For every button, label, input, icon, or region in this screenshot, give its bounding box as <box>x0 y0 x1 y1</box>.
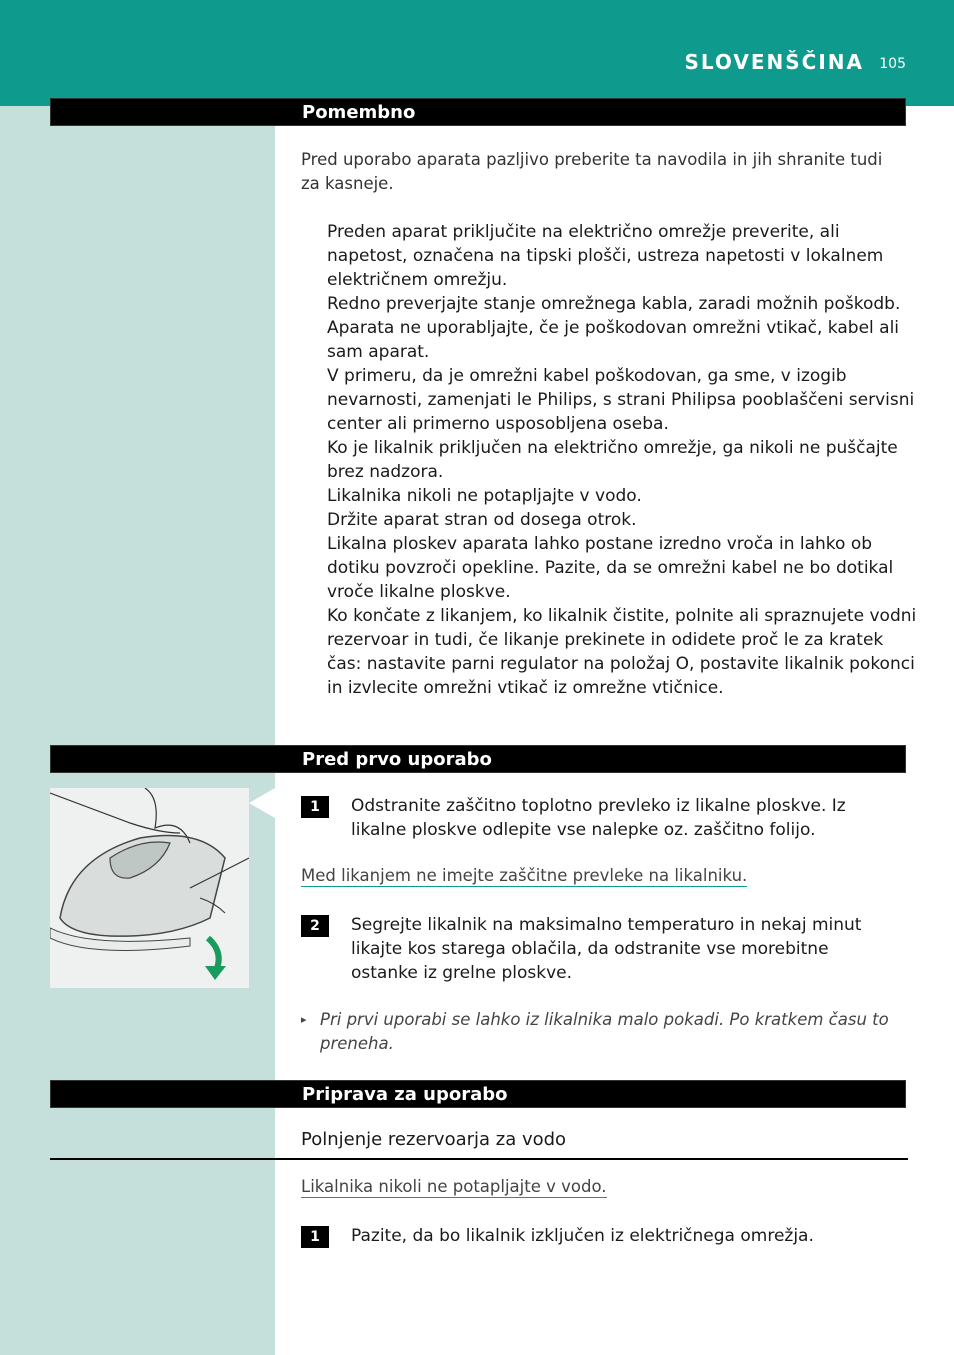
language-label: SLOVENŠČINA <box>684 50 864 74</box>
warning-item: Preden aparat priključite na električno omrežje preverite, ali napetost, označena na tipski plošči, ustreza napetosti v lokalnem električnem omrežju. <box>327 222 884 290</box>
bullet-arrow-icon: ▸ <box>301 1013 307 1026</box>
intro-paragraph: Pred uporabo aparata pazljivo preberite ta navodila in jih shranite tudi za kasneje. <box>301 150 883 193</box>
warnings-list <box>327 220 917 700</box>
warning-item: Ko končate z likanjem, ko likalnik čistite, polnite ali spraznujete vodni rezervoar in tudi, če likanje prekinete in odidete proč le za kratek čas: nastavite parni regulator na položaj O, postavite likalnik pokonci in izvlecite omrežni vtikač iz omrežne vtičnice. <box>327 606 917 698</box>
section-header-before-first-use <box>50 745 906 773</box>
left-margin-strip <box>0 106 275 1355</box>
page-number: 105 <box>879 56 906 72</box>
step-number: 1 <box>301 1226 329 1248</box>
step-number: 2 <box>301 915 329 937</box>
divider <box>50 1158 908 1160</box>
note <box>301 1008 891 1056</box>
warning-item: Likalnika nikoli ne potapljajte v vodo. <box>327 486 642 506</box>
warning-item: Redno preverjajte stanje omrežnega kabla, zaradi možnih poškodb. <box>327 294 901 314</box>
warning-item: Ko je likalnik priključen na električno omrežje, ga nikoli ne puščajte brez nadzora. <box>327 438 898 482</box>
warning-item: Aparata ne uporabljajte, če je poškodovan omrežni vtikač, kabel ali sam aparat. <box>327 318 900 362</box>
caution-text: Med likanjem ne imejte zaščitne prevleke na likalniku. <box>301 866 748 885</box>
step-text: Segrejte likalnik na maksimalno temperaturo in nekaj minut likajte kos starega oblačila, da odstranite vse morebitne ostanke iz grelne ploskve. <box>351 915 862 983</box>
iron-illustration <box>50 788 249 988</box>
section-title: Pomembno <box>302 102 416 123</box>
caution-text: Likalnika nikoli ne potapljajte v vodo. <box>301 1177 607 1196</box>
warning-item: V primeru, da je omrežni kabel poškodovan, ga sme, v izogib nevarnosti, zamenjati le Philips, s strani Philipsa pooblaščeni servisni center ali primerno usposobljena oseba. <box>327 366 915 434</box>
section-header-important <box>50 98 906 126</box>
warning-item: Držite aparat stran od dosega otrok. <box>327 510 637 530</box>
section-title: Pred prvo uporabo <box>302 749 492 770</box>
step-text: Odstranite zaščitno toplotno prevleko iz likalne ploskve. Iz likalne ploskve odlepite vse nalepke oz. zaščitno folijo. <box>351 796 846 840</box>
step-text: Pazite, da bo likalnik izključen iz električnega omrežja. <box>351 1226 814 1246</box>
sub-heading: Polnjenje rezervoarja za vodo <box>301 1129 567 1150</box>
step-number: 1 <box>301 796 329 818</box>
illustration-pointer <box>249 788 275 818</box>
section-title: Priprava za uporabo <box>302 1084 508 1105</box>
section-header-preparing <box>50 1080 906 1108</box>
warning-item: Likalna ploskev aparata lahko postane izredno vroča in lahko ob dotiku povzroči opekline. Pazite, da se omrežni kabel ne bo dotikal vroče likalne ploskve. <box>327 534 894 602</box>
note-text: Pri prvi uporabi se lahko iz likalnika malo pokadi. Po kratkem času to preneha. <box>320 1010 889 1053</box>
